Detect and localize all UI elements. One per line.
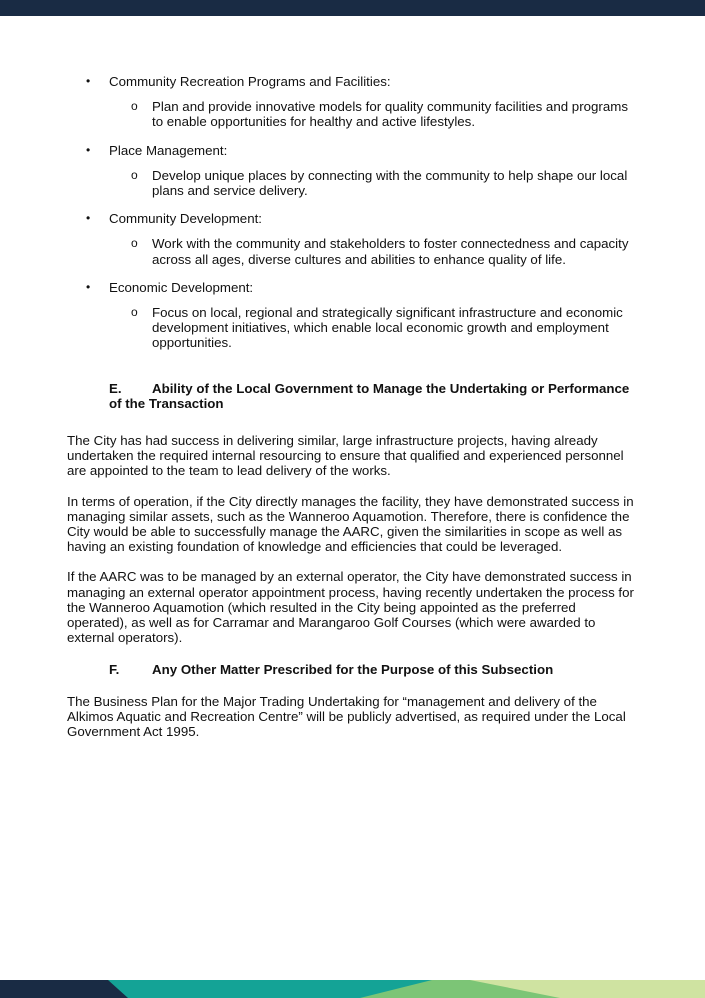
paragraph: In terms of operation, if the City directly manages the facility, they have demonstrated success in managing similar assets, such as the Wanneroo Aquamotion. Therefore, there is confidence the City would be able to successfully manage the AARC, given the similarities in scope as well as having an existing foundation of knowledge and efficiencies that could be leveraged. [67,493,634,555]
sub-list-item [109,168,639,198]
bullet-icon: • [86,211,91,226]
bullet-title: Place Management: [109,142,228,158]
bullet-icon: • [86,142,91,157]
sub-item-text: Focus on local, regional and strategically significant infrastructure and economic development initiatives, which enable local economic growth and employment opportunities. [152,305,623,351]
document-body [67,74,639,754]
list-item [67,211,639,267]
sub-bullet-icon: o [131,167,138,182]
list-item [67,280,639,351]
sub-bullet-icon: o [131,236,138,251]
paragraph: If the AARC was to be managed by an external operator, the City have demonstrated success in managing an external operator appointment process, having recently undertaken the process for the Wanneroo Aquamotion (which resulted in the City being appointed as the preferred operated), as well as for Carramar and Marangaroo Golf Courses (which were awarded to external operators). [67,569,634,646]
section-title: Ability of the Local Government to Manage the Undertaking or Performance of the Transaction [109,380,630,411]
footer-band-navy [0,980,128,998]
paragraph: The Business Plan for the Major Trading Undertaking for “management and delivery of the Alkimos Aquatic and Recreation Centre” will be publicly advertised, as required under the Local Government Act 1995. [67,693,626,740]
list-item [67,143,639,199]
sub-list-item [109,236,639,266]
section-f-heading [67,662,639,677]
bullet-title: Community Development: [109,211,262,227]
list-item [67,74,639,130]
sub-list-item [109,305,639,351]
section-e-heading [67,381,639,411]
sub-list-item [109,99,639,129]
sub-item-text: Work with the community and stakeholders to foster connectedness and capacity across all ages, diverse cultures and abilities to enhance quality of life. [152,236,629,267]
sub-item-text: Develop unique places by connecting with the community to help shape our local plans and service delivery. [152,167,628,199]
bullet-icon: • [86,74,91,88]
bullet-title: Community Recreation Programs and Facilities: [109,74,391,89]
section-letter: E. [109,380,122,396]
strategy-list [67,74,639,351]
footer-band [0,980,705,998]
section-letter: F. [109,662,120,678]
sub-bullet-icon: o [131,99,138,114]
paragraph: The City has had success in delivering similar, large infrastructure projects, having already undertaken the required internal resourcing to ensure that qualified and experienced personnel are appointed to the team to lead delivery of the works. [67,433,624,479]
bullet-title: Economic Development: [109,279,254,295]
bullet-icon: • [86,279,91,294]
sub-item-text: Plan and provide innovative models for quality community facilities and programs to enable opportunities for healthy and active lifestyles. [152,99,628,130]
sub-bullet-icon: o [131,305,138,320]
section-title: Any Other Matter Prescribed for the Purpose of this Subsection [152,662,554,678]
header-bar [0,0,705,16]
